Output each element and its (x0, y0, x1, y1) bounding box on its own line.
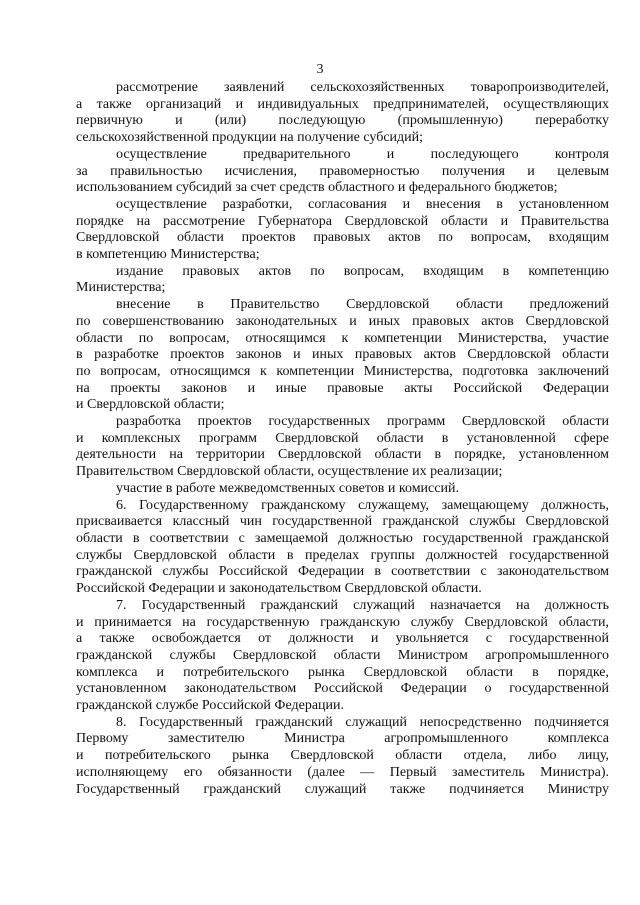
paragraph-line: Первому заместителю Министра агропромышленного комплекса (76, 731, 609, 747)
paragraph-line: службы Свердловской области в пределах группы должностей государственной (76, 547, 609, 563)
paragraph (76, 264, 609, 297)
paragraph (76, 197, 609, 264)
paragraph-line: сельскохозяйственной продукции на получение субсидий; (76, 130, 424, 146)
paragraph-line: Российской Федерации и законодательством Свердловской области. (76, 581, 482, 597)
paragraph (76, 147, 609, 197)
paragraph-line: Свердловской области проектов правовых актов по вопросам, входящим (76, 230, 609, 246)
paragraph-line: использованием субсидий за счет средств областного и федерального бюджетов; (76, 180, 558, 196)
paragraph-line: по вопросам, относящимся к компетенции Министерства, подготовка заключений (76, 363, 609, 379)
paragraph-line: Правительством Свердловской области, осуществление их реализации; (76, 464, 503, 480)
paragraph-line: установленном законодательством Российской Федерации о государственной (76, 681, 609, 697)
paragraph-line: исполняющему его обязанности (далее — Первый заместитель Министра). (76, 764, 609, 780)
paragraph-line: на проекты законов и иные правовые акты Российской Федерации (76, 380, 609, 396)
paragraph-line: участие в работе межведомственных советов и комиссий. (116, 480, 459, 496)
paragraph-line: осуществление предварительного и последующего контроля (116, 146, 609, 162)
paragraph (76, 498, 609, 598)
paragraph-line: за правильностью исчисления, правомерностью получения и целевым (76, 163, 609, 179)
paragraph (76, 598, 609, 715)
paragraph-line: и потребительского рынка Свердловской области отдела, либо лицу, (76, 748, 609, 764)
paragraph-line: присваивается классный чин государственной гражданской службы Свердловской (76, 514, 609, 530)
document-body (76, 80, 609, 798)
paragraph-line: деятельности на территории Свердловской области в порядке, установленном (76, 447, 609, 463)
paragraph-line: и комплексных программ Свердловской области в установленной сфере (76, 430, 609, 446)
paragraph-line: области по вопросам, относящимся к компетенции Министерства, участие (76, 330, 609, 346)
paragraph-line: и Свердловской области; (76, 397, 225, 413)
paragraph-line: в компетенцию Министерства; (76, 247, 260, 263)
paragraph-line: по совершенствованию законодательных и иных правовых актов Свердловской (76, 313, 609, 329)
paragraph-line: гражданской службы Свердловской области Министром агропромышленного (76, 647, 609, 663)
paragraph-line: порядке на рассмотрение Губернатора Свердловской области и Правительства (76, 213, 609, 229)
paragraph-line: издание правовых актов по вопросам, входящим в компетенцию (116, 263, 609, 279)
paragraph-line: а также освобождается от должности и увольняется с государственной (76, 631, 609, 647)
paragraph (76, 481, 609, 498)
paragraph-line: разработка проектов государственных программ Свердловской области (116, 414, 609, 430)
page-number: 3 (316, 62, 324, 77)
paragraph-line: гражданской службы Российской Федерации в соответствии с законодательством (76, 564, 609, 580)
paragraph-line: области в соответствии с замещаемой должностью государственной гражданской (76, 530, 609, 546)
paragraph-line: а также организаций и индивидуальных предпринимателей, осуществляющих (76, 96, 609, 112)
paragraph-line: в разработке проектов законов и иных правовых актов Свердловской области (76, 347, 609, 363)
paragraph-line: 8. Государственный гражданский служащий непосредственно подчиняется (116, 714, 609, 730)
paragraph (76, 715, 609, 799)
paragraph (76, 414, 609, 481)
paragraph-line: внесение в Правительство Свердловской области предложений (116, 297, 609, 313)
paragraph (76, 297, 609, 414)
paragraph-line: рассмотрение заявлений сельскохозяйственных товаропроизводителей, (116, 80, 609, 95)
paragraph-line: 6. Государственному гражданскому служащему, замещающему должность, (116, 497, 609, 513)
paragraph (76, 80, 609, 147)
paragraph-line: осуществление разработки, согласования и внесения в установленном (116, 196, 609, 212)
paragraph-line: Государственный гражданский служащий также подчиняется Министру (76, 781, 609, 797)
paragraph-line: 7. Государственный гражданский служащий назначается на должность (116, 597, 609, 613)
paragraph-line: первичную и (или) последующую (промышленную) переработку (76, 113, 609, 129)
paragraph-line: гражданской службе Российской Федерации. (76, 698, 345, 714)
paragraph-line: и принимается на государственную гражданскую службу Свердловской области, (76, 614, 609, 630)
paragraph-line: Министерства; (76, 280, 166, 296)
paragraph-line: комплекса и потребительского рынка Свердловской области в порядке, (76, 664, 609, 680)
